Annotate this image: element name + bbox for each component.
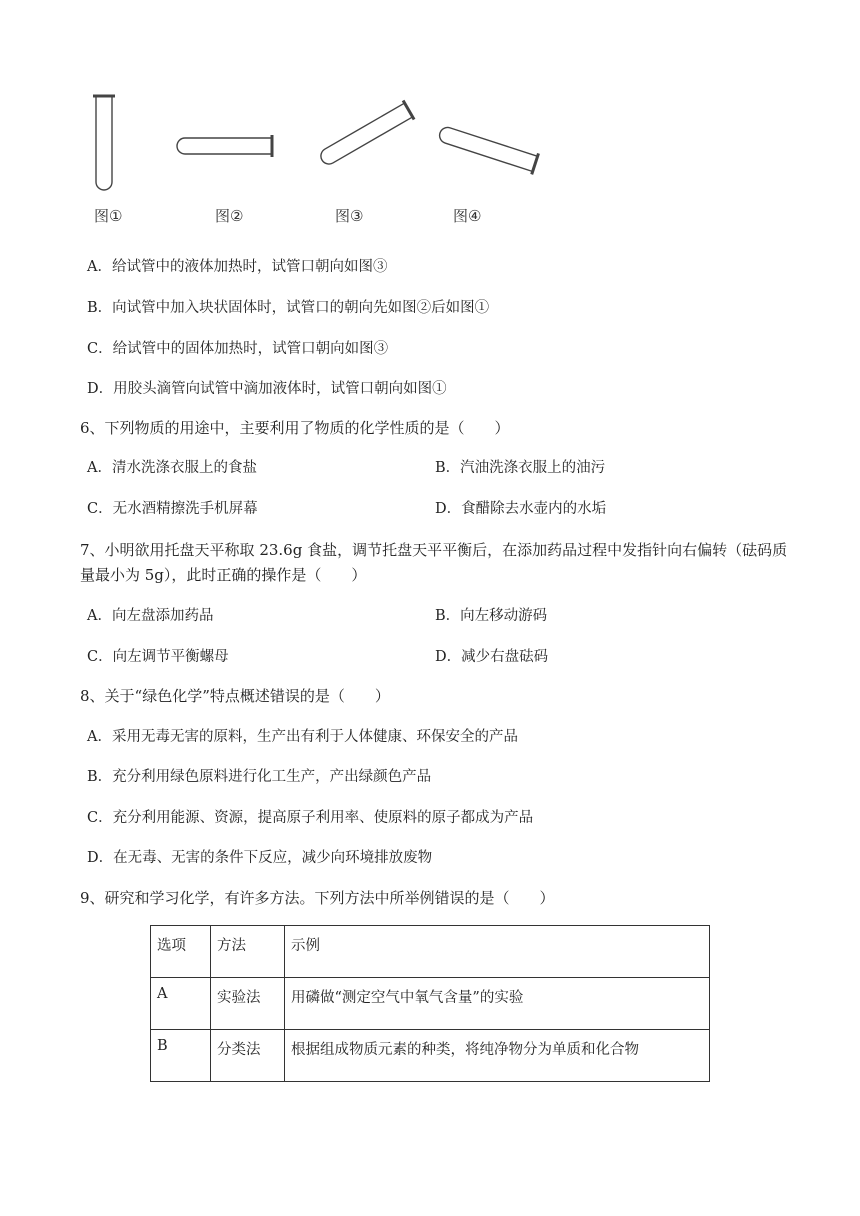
table-header-row (151, 926, 710, 978)
figure-label-3: 图③ (335, 207, 364, 225)
table-header-cell: 选项 (151, 926, 211, 978)
q8-stem: 8、关于“绿色化学”特点概述错误的是（ ） (80, 687, 390, 705)
table-header-cell: 示例 (285, 926, 710, 978)
test-tube-tilted-up (317, 100, 415, 169)
q7-option-c: C．向左调节平衡螺母 (87, 649, 229, 665)
table-header-cell: 方法 (211, 926, 285, 978)
q7-option-d: D．减少右盘砝码 (435, 649, 549, 665)
q8-option-c: C．充分利用能源、资源，提高原子利用率、使原料的原子都成为产品 (87, 810, 534, 826)
figure-label-4: 图④ (453, 207, 482, 225)
test-tube-vertical (93, 96, 115, 190)
q6-option-d: D．食醋除去水壶内的水垢 (435, 501, 607, 517)
test-tube-horizontal (177, 135, 272, 157)
q7-option-b: B．向左移动游码 (435, 608, 548, 624)
q7-stem-line2: 量最小为 5g），此时正确的操作是（ ） (80, 566, 367, 584)
figure-label-1: 图① (94, 207, 123, 225)
q9-stem: 9、研究和学习化学，有许多方法。下列方法中所举例错误的是（ ） (80, 889, 555, 907)
q6-option-c: C．无水酒精擦洗手机屏幕 (87, 501, 258, 517)
q6-option-b: B．汽油洗涤衣服上的油污 (435, 460, 606, 476)
table-cell: 根据组成物质元素的种类，将纯净物分为单质和化合物 (285, 1030, 710, 1082)
table-cell: B (151, 1030, 211, 1082)
q5-option-b: B．向试管中加入块状固体时，试管口的朝向先如图②后如图① (87, 300, 490, 316)
q5-option-c: C．给试管中的固体加热时，试管口朝向如图③ (87, 341, 389, 357)
q8-option-a: A．采用无毒无害的原料，生产出有利于人体健康、环保安全的产品 (87, 729, 518, 745)
table-cell: 实验法 (211, 978, 285, 1030)
q8-option-d: D．在无毒、无害的条件下反应，减少向环境排放废物 (87, 850, 433, 866)
table-row (151, 1030, 710, 1082)
q7-option-a: A．向左盘添加药品 (87, 608, 214, 624)
test-tube-tilted-down (437, 123, 539, 175)
test-tube-figures (0, 0, 860, 240)
methods-table (150, 925, 710, 1082)
q6-option-a: A．清水洗涤衣服上的食盐 (87, 460, 257, 476)
table-cell: 用磷做“测定空气中氧气含量”的实验 (285, 978, 710, 1030)
q6-stem: 6、下列物质的用途中，主要利用了物质的化学性质的是（ ） (80, 419, 510, 437)
test-tube-drawings (0, 0, 860, 240)
q7-stem-line1: 7、小明欲用托盘天平称取 23.6g 食盐，调节托盘天平平衡后，在添加药品过程中发指针向右偏转（砝码质 (80, 541, 788, 559)
q5-option-a: A．给试管中的液体加热时，试管口朝向如图③ (87, 259, 388, 275)
figure-label-2: 图② (215, 207, 244, 225)
q8-option-b: B．充分利用绿色原料进行化工生产，产出绿颜色产品 (87, 769, 432, 785)
table-cell: A (151, 978, 211, 1030)
table-cell: 分类法 (211, 1030, 285, 1082)
table-row (151, 978, 710, 1030)
q5-option-d: D．用胶头滴管向试管中滴加液体时，试管口朝向如图① (87, 381, 447, 397)
